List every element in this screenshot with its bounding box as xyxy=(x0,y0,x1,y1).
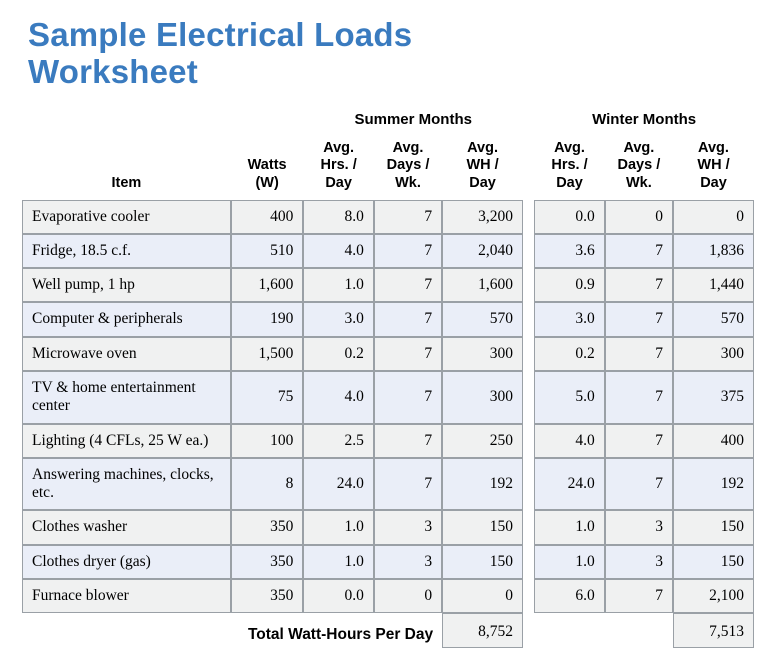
table-row xyxy=(22,200,754,234)
row-summer-hours: 4.0 xyxy=(303,371,374,424)
row-summer-watthours: 0 xyxy=(442,579,523,613)
hdr-line2: Days / xyxy=(386,157,430,174)
row-item-label: TV & home entertainment center xyxy=(22,371,231,424)
table-body xyxy=(22,105,754,649)
group-header-row xyxy=(22,105,754,138)
row-winter-days: 7 xyxy=(605,371,673,424)
row-winter-watthours: 1,836 xyxy=(673,234,754,268)
hdr-line2: Hrs. / xyxy=(551,157,588,174)
row-summer-watthours: 3,200 xyxy=(442,200,523,234)
hdr-line2: Days / xyxy=(617,157,661,174)
table-row xyxy=(22,510,754,544)
row-watts: 190 xyxy=(231,302,304,336)
row-winter-watthours: 375 xyxy=(673,371,754,424)
hdr-line1: Avg. xyxy=(323,139,355,156)
page-title: Sample Electrical Loads Worksheet xyxy=(28,16,413,91)
row-summer-days: 7 xyxy=(374,200,442,234)
row-winter-watthours: 150 xyxy=(673,510,754,544)
row-summer-watthours: 2,040 xyxy=(442,234,523,268)
row-gap xyxy=(523,424,534,458)
row-winter-days: 7 xyxy=(605,579,673,613)
row-gap xyxy=(523,510,534,544)
group-header-summer: Summer Months xyxy=(354,110,472,128)
electrical-loads-table xyxy=(22,105,754,649)
column-header-item: Item xyxy=(111,174,142,191)
column-header-watts-line1: Watts xyxy=(247,157,287,174)
row-watts: 350 xyxy=(231,510,304,544)
column-header-watts xyxy=(231,138,304,200)
row-watts: 75 xyxy=(231,371,304,424)
row-winter-watthours: 150 xyxy=(673,545,754,579)
row-winter-hours: 3.6 xyxy=(534,234,605,268)
row-winter-days: 3 xyxy=(605,545,673,579)
row-summer-days: 7 xyxy=(374,458,442,511)
row-item-label: Fridge, 18.5 c.f. xyxy=(22,234,231,268)
row-winter-hours: 4.0 xyxy=(534,424,605,458)
row-summer-days: 0 xyxy=(374,579,442,613)
row-winter-hours: 1.0 xyxy=(534,545,605,579)
table-row xyxy=(22,458,754,511)
totals-winter-value: 7,513 xyxy=(673,613,754,648)
row-summer-watthours: 570 xyxy=(442,302,523,336)
row-winter-watthours: 2,100 xyxy=(673,579,754,613)
row-summer-hours: 1.0 xyxy=(303,545,374,579)
row-item-label: Lighting (4 CFLs, 25 W ea.) xyxy=(22,424,231,458)
hdr-line1: Avg. xyxy=(623,139,655,156)
row-winter-watthours: 1,440 xyxy=(673,268,754,302)
hdr-line1: Avg. xyxy=(392,139,424,156)
totals-label: Total Watt-Hours Per Day xyxy=(247,625,434,643)
row-winter-days: 0 xyxy=(605,200,673,234)
row-winter-watthours: 0 xyxy=(673,200,754,234)
row-summer-hours: 24.0 xyxy=(303,458,374,511)
totals-summer-value: 8,752 xyxy=(442,613,523,648)
row-summer-days: 7 xyxy=(374,424,442,458)
row-summer-hours: 1.0 xyxy=(303,268,374,302)
row-summer-watthours: 250 xyxy=(442,424,523,458)
row-summer-hours: 4.0 xyxy=(303,234,374,268)
table-row xyxy=(22,545,754,579)
column-header-watts-line2: (W) xyxy=(255,174,279,191)
row-winter-days: 7 xyxy=(605,337,673,371)
column-gap xyxy=(523,138,534,200)
table-row xyxy=(22,234,754,268)
hdr-line2: Hrs. / xyxy=(320,157,357,174)
hdr-line3: Wk. xyxy=(395,174,421,191)
row-gap xyxy=(523,268,534,302)
row-watts: 510 xyxy=(231,234,304,268)
row-winter-hours: 6.0 xyxy=(534,579,605,613)
row-winter-watthours: 400 xyxy=(673,424,754,458)
hdr-line2: WH / xyxy=(466,157,499,174)
row-item-label: Computer & peripherals xyxy=(22,302,231,336)
row-summer-days: 7 xyxy=(374,371,442,424)
row-item-label: Furnace blower xyxy=(22,579,231,613)
hdr-line3: Day xyxy=(556,174,583,191)
row-watts: 350 xyxy=(231,579,304,613)
row-summer-days: 7 xyxy=(374,337,442,371)
table-row xyxy=(22,579,754,613)
row-summer-days: 3 xyxy=(374,510,442,544)
row-winter-hours: 1.0 xyxy=(534,510,605,544)
column-header-row xyxy=(22,138,754,200)
row-gap xyxy=(523,302,534,336)
totals-winter-spacer-days xyxy=(605,613,673,648)
group-header-spacer-item xyxy=(22,105,231,138)
hdr-line3: Day xyxy=(700,174,727,191)
row-winter-hours: 0.0 xyxy=(534,200,605,234)
hdr-line1: Avg. xyxy=(554,139,585,156)
row-summer-days: 7 xyxy=(374,302,442,336)
row-item-label: Well pump, 1 hp xyxy=(22,268,231,302)
column-header-summer-watthours xyxy=(442,138,523,200)
row-summer-hours: 0.0 xyxy=(303,579,374,613)
column-header-winter-hours xyxy=(534,138,605,200)
row-summer-hours: 0.2 xyxy=(303,337,374,371)
table-row xyxy=(22,302,754,336)
row-summer-watthours: 150 xyxy=(442,510,523,544)
table-row xyxy=(22,268,754,302)
table-row xyxy=(22,337,754,371)
row-winter-days: 7 xyxy=(605,424,673,458)
table-row xyxy=(22,424,754,458)
row-winter-watthours: 300 xyxy=(673,337,754,371)
row-watts: 1,600 xyxy=(231,268,304,302)
row-gap xyxy=(523,458,534,511)
column-header-summer-days xyxy=(374,138,442,200)
row-winter-watthours: 192 xyxy=(673,458,754,511)
column-header-summer-hours xyxy=(303,138,374,200)
group-header-winter: Winter Months xyxy=(592,110,697,128)
totals-gap xyxy=(523,613,534,648)
row-summer-watthours: 300 xyxy=(442,337,523,371)
row-gap xyxy=(523,234,534,268)
hdr-line1: Avg. xyxy=(698,139,729,156)
row-summer-watthours: 1,600 xyxy=(442,268,523,302)
row-item-label: Clothes dryer (gas) xyxy=(22,545,231,579)
row-watts: 100 xyxy=(231,424,304,458)
totals-row xyxy=(22,613,754,648)
row-summer-watthours: 150 xyxy=(442,545,523,579)
row-summer-days: 7 xyxy=(374,268,442,302)
row-winter-watthours: 570 xyxy=(673,302,754,336)
row-gap xyxy=(523,579,534,613)
row-watts: 8 xyxy=(231,458,304,511)
row-gap xyxy=(523,337,534,371)
totals-winter-spacer-hours xyxy=(534,613,605,648)
row-watts: 400 xyxy=(231,200,304,234)
hdr-line3: Wk. xyxy=(625,174,652,191)
row-watts: 1,500 xyxy=(231,337,304,371)
row-winter-days: 7 xyxy=(605,458,673,511)
row-summer-days: 7 xyxy=(374,234,442,268)
table-row xyxy=(22,371,754,424)
group-gap xyxy=(523,105,534,138)
row-summer-watthours: 192 xyxy=(442,458,523,511)
column-header-winter-days xyxy=(605,138,673,200)
group-header-spacer-watts xyxy=(231,105,304,138)
row-winter-hours: 24.0 xyxy=(534,458,605,511)
row-item-label: Evaporative cooler xyxy=(22,200,231,234)
hdr-line2: WH / xyxy=(697,157,730,174)
row-winter-days: 7 xyxy=(605,234,673,268)
row-winter-days: 7 xyxy=(605,268,673,302)
row-summer-hours: 3.0 xyxy=(303,302,374,336)
row-summer-watthours: 300 xyxy=(442,371,523,424)
row-winter-days: 3 xyxy=(605,510,673,544)
row-summer-hours: 8.0 xyxy=(303,200,374,234)
row-winter-hours: 0.2 xyxy=(534,337,605,371)
hdr-line1: Avg. xyxy=(467,139,499,156)
row-winter-hours: 0.9 xyxy=(534,268,605,302)
row-winter-hours: 5.0 xyxy=(534,371,605,424)
row-summer-hours: 1.0 xyxy=(303,510,374,544)
row-summer-hours: 2.5 xyxy=(303,424,374,458)
row-item-label: Clothes washer xyxy=(22,510,231,544)
row-gap xyxy=(523,545,534,579)
row-item-label: Answering machines, clocks, etc. xyxy=(22,458,231,511)
row-gap xyxy=(523,200,534,234)
hdr-line3: Day xyxy=(469,174,496,191)
row-watts: 350 xyxy=(231,545,304,579)
row-winter-days: 7 xyxy=(605,302,673,336)
row-gap xyxy=(523,371,534,424)
row-summer-days: 3 xyxy=(374,545,442,579)
row-item-label: Microwave oven xyxy=(22,337,231,371)
row-winter-hours: 3.0 xyxy=(534,302,605,336)
hdr-line3: Day xyxy=(325,174,352,191)
column-header-winter-watthours xyxy=(673,138,754,200)
